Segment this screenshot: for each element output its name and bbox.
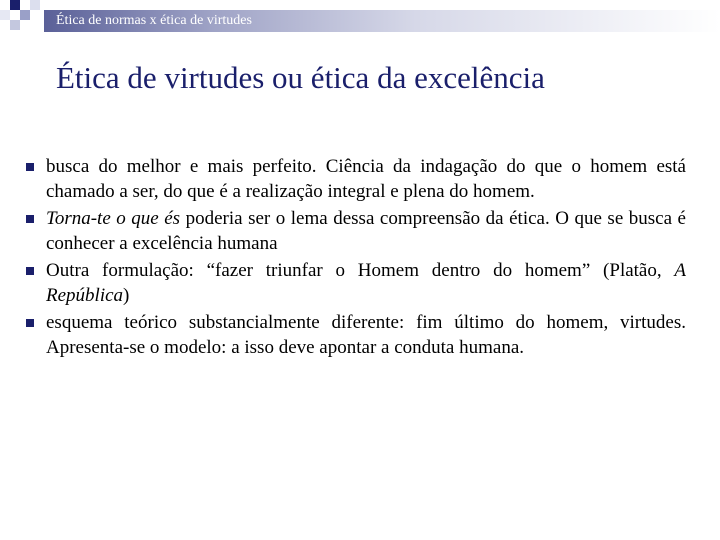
square-bullet-icon	[26, 215, 34, 223]
bullet-text	[46, 310, 686, 360]
bullet-text-plain: busca do melhor e mais perfeito. Ciência da indagação do que o homem está chamado a ser, do que é a realização integral e plena do homem.	[46, 156, 686, 202]
square-bullet-icon	[26, 319, 34, 327]
list-item	[16, 258, 686, 308]
decor-square-icon	[10, 20, 20, 30]
bullet-text-plain: )	[123, 285, 130, 306]
bullet-text	[46, 258, 686, 308]
section-title: Ética de normas x ética de virtudes	[56, 13, 252, 28]
square-bullet-icon	[26, 163, 34, 171]
bullet-text-plain: Outra formulação: “fazer triunfar o Homem dentro do homem” (Platão,	[46, 260, 675, 281]
decor-square-icon	[0, 10, 10, 20]
list-item	[16, 310, 686, 360]
bullet-list	[16, 154, 686, 362]
bullet-text-plain: poderia ser o lema dessa compreensão da ética. O que se busca é conhecer a excelência humana	[46, 208, 686, 254]
decor-square-icon	[10, 0, 20, 10]
bullet-text-plain: esquema teórico substancialmente diferente: fim último do homem, virtudes. Apresenta-se o modelo: a isso deve apontar a conduta humana.	[46, 312, 686, 358]
bullet-text-italic: Torna-te o que és	[46, 208, 181, 229]
bullet-text	[46, 206, 686, 256]
bullet-text-italic: A República	[46, 260, 686, 306]
bullet-text	[46, 154, 686, 204]
decor-square-icon	[20, 10, 30, 20]
slide-title: Ética de virtudes ou ética da excelência	[56, 60, 545, 95]
list-item	[16, 206, 686, 256]
list-item	[16, 154, 686, 204]
decor-square-icon	[30, 0, 40, 10]
square-bullet-icon	[26, 267, 34, 275]
